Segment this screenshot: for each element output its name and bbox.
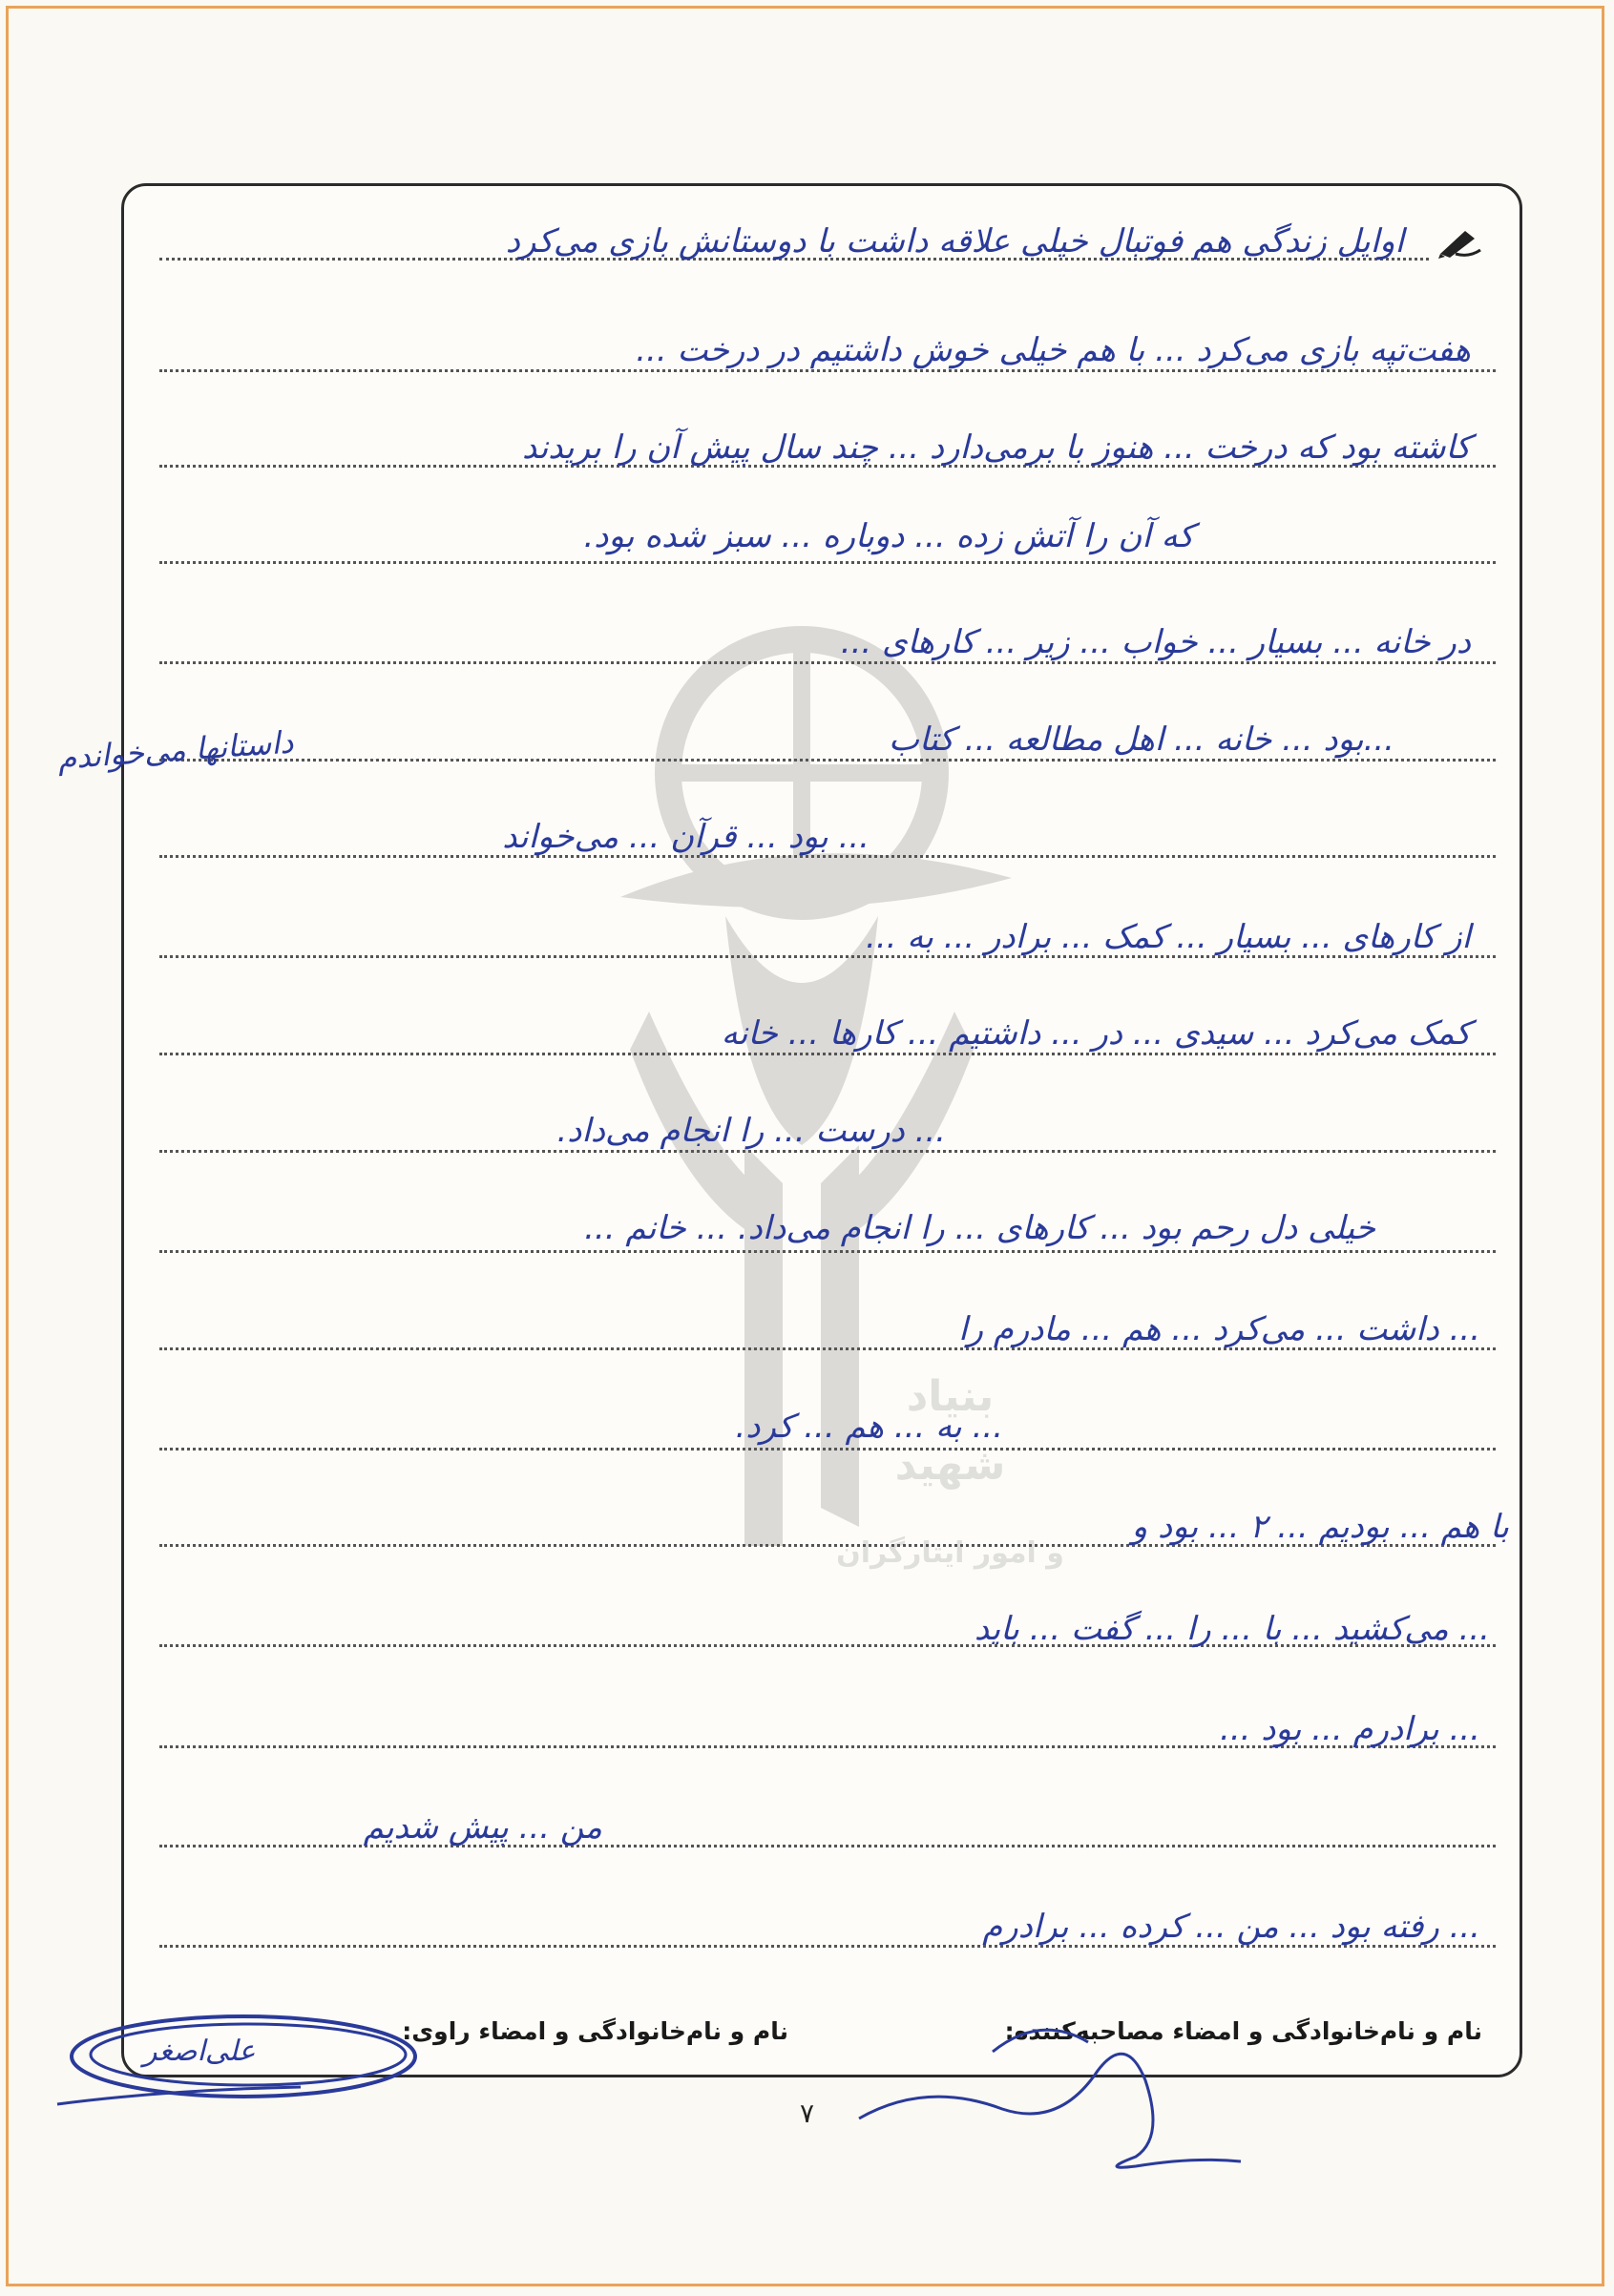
watermark-org-name-2: شهید	[894, 1441, 1006, 1490]
handwritten-line: که آن را آتش زده ... دوباره ... سبز شده بود.	[583, 517, 1194, 555]
rule-line	[159, 561, 1496, 564]
handwritten-line: ... رفته بود ... من ... کرده ... برادرم	[982, 1908, 1480, 1946]
handwritten-line: ... داشت ... می‌کرد ... هم ... مادرم را	[958, 1310, 1480, 1348]
handwritten-line: ... برادرم ... بود ...	[1220, 1710, 1480, 1748]
handwritten-line: ... می‌کشید ... با ... را ... گفت ... باید	[974, 1610, 1490, 1648]
rule-line	[159, 1448, 1496, 1451]
handwritten-line: اوایل زندگی هم فوتبال خیلی علاقه داشت با دوستانش بازی می‌کرد	[505, 222, 1404, 261]
interviewer-signature	[849, 1975, 1250, 2176]
rule-line	[159, 369, 1496, 372]
handwritten-line: از کارهای ... بسیار ... کمک ... برادر ... به ...	[866, 918, 1471, 956]
handwritten-line: ...بود ... خانه ... اهل مطالعه ... کتاب	[889, 720, 1394, 759]
rule-line	[159, 661, 1496, 664]
watermark-org-name-1: بنیاد	[906, 1372, 995, 1421]
watermark-org-subtitle: و امور ایثارگران	[836, 1536, 1064, 1570]
handwritten-line: در خانه ... بسیار ... خواب ... زیر ... کارهای ...	[840, 623, 1471, 661]
handwritten-line: ... درست ... را انجام می‌داد.	[556, 1112, 946, 1150]
handwritten-line: خیلی دل رحم بود ... کارهای ... را انجام می‌داد. ... خانم ...	[584, 1209, 1375, 1247]
handwritten-line: هفت‌تپه بازی می‌کرد ... با هم خیلی خوش داشتیم در درخت ...	[636, 331, 1471, 369]
handwritten-line: کمک می‌کرد ... سیدی ... در ... داشتیم ... کارها ... خانه	[721, 1014, 1471, 1053]
handwritten-line: کاشته بود که درخت ... هنوز با برمی‌دارد ... چند سال پیش آن را بریدند	[521, 428, 1471, 467]
rule-line	[159, 1845, 1496, 1847]
rule-line	[159, 1250, 1496, 1253]
handwritten-line: ... به ... هم ... کرد.	[735, 1408, 1003, 1446]
handwritten-line: ... بود ... قرآن ... می‌خواند	[502, 818, 870, 856]
handwritten-line: من ... پیش شدیم	[363, 1808, 602, 1847]
margin-note: داستانها می‌خواندم	[55, 723, 295, 777]
narrator-signature-text: علی‌اصغر	[143, 2035, 256, 2068]
rule-line	[159, 1150, 1496, 1153]
rule-line	[159, 1053, 1496, 1055]
pen-icon	[1436, 225, 1482, 260]
handwritten-line: با هم ... بودیم ... ۲ ... بود و	[1131, 1508, 1509, 1546]
narrator-signature-label: نام و نام‌خانوادگی و امضاء راوی:	[402, 2017, 788, 2045]
page-number: ۷	[799, 2098, 815, 2129]
rule-line	[159, 759, 1496, 762]
interviewer-signature-label: نام و نام‌خانوادگی و امضاء مصاحبه‌کننده:	[1004, 2017, 1482, 2045]
